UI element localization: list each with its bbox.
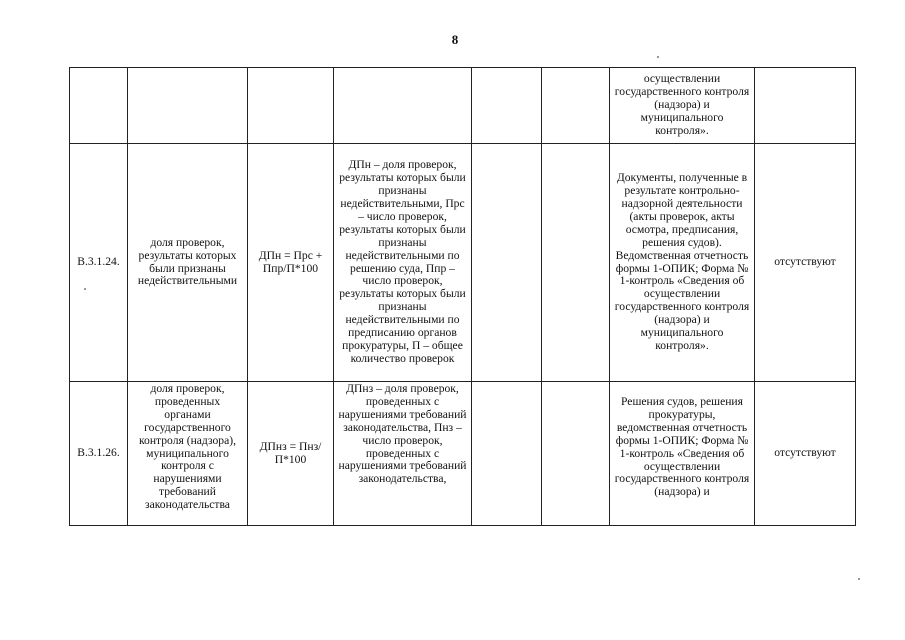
indicator-name-cell [128,68,248,144]
empty-cell [472,68,542,144]
indicator-formula-cell: ДПн = Прс + Ппр/П*100 [248,144,334,382]
indicator-status-cell: отсутствуют [755,382,856,526]
empty-cell [472,382,542,526]
scan-speck [657,56,659,58]
indicator-source-cell: Документы, полученные в результате контрольно-надзорной деятельности (акты проверок, акты осмотра, предписания, решения судов). Ведомственная отчетность формы 1-ОПИК; Форма № 1-контроль «Сведения об осуществлении государственного контроля (надзора) и муниципального контроля». [610,144,755,382]
scan-speck [84,288,86,290]
empty-cell [542,144,610,382]
empty-cell [542,382,610,526]
page-number: 8 [451,32,459,47]
indicator-source-cell: Решения судов, решения прокуратуры, ведомственная отчетность формы 1-ОПИК; Форма № 1-контроль «Сведения об осуществлении государственного контроля (надзора) и [610,382,755,526]
indicator-status-cell [755,68,856,144]
empty-cell [472,144,542,382]
indicators-table [69,67,856,526]
indicator-name-cell: доля проверок, проведенных органами государственного контроля (надзора), муниципального контроля с нарушениями требований законодательства [128,382,248,526]
indicator-description-cell [334,68,472,144]
indicator-code-cell [70,68,128,144]
table-row [70,144,856,382]
indicator-description-cell: ДПн – доля проверок, результаты которых были признаны недействительными, Прс – число проверок, результаты которых были признаны недействительными по решению суда, Ппр – число проверок, результаты которых были признаны недействительными по предписанию органов прокуратуры, П – общее количество проверок [334,144,472,382]
indicator-source-cell: осуществлении государственного контроля (надзора) и муниципального контроля». [610,68,755,144]
indicator-description-cell: ДПнз – доля проверок, проведенных с нарушениями требований законодательства, Пнз – число проверок, проведенных с нарушениями требований законодательства, [334,382,472,526]
table-row [70,68,856,144]
indicator-status-cell: отсутствуют [755,144,856,382]
indicator-name-cell: доля проверок, результаты которых были признаны недействительными [128,144,248,382]
indicator-formula-cell [248,68,334,144]
indicator-code-cell: В.3.1.24. [70,144,128,382]
scan-speck [858,578,860,580]
empty-cell [542,68,610,144]
table-row [70,382,856,526]
indicator-formula-cell: ДПнз = Пнз/П*100 [248,382,334,526]
indicator-code-cell: В.3.1.26. [70,382,128,526]
